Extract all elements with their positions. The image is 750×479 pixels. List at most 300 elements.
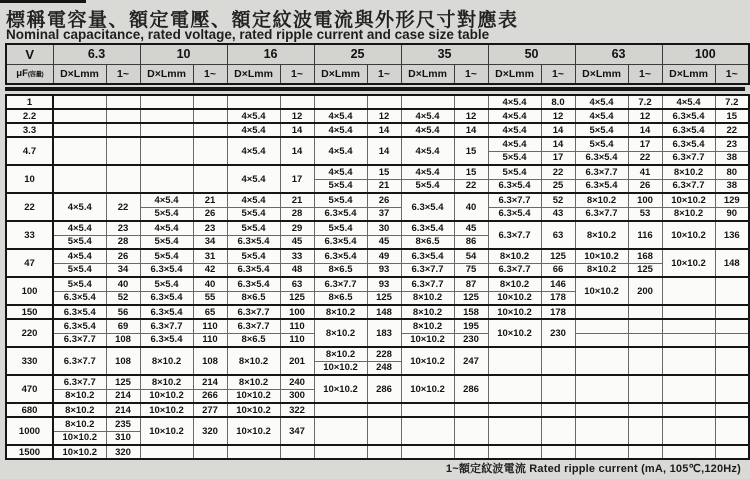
table-row — [6, 305, 749, 319]
ripple-current-cell: 52 — [106, 291, 140, 305]
capacitance-value: 100 — [6, 277, 53, 305]
ripple-current-cell: 247 — [454, 347, 488, 375]
ripple-current-cell — [715, 319, 749, 333]
ripple-current-cell: 125 — [454, 291, 488, 305]
ripple-current-cell — [541, 347, 575, 375]
ripple-current-cell: 52 — [541, 193, 575, 207]
case-size-cell — [488, 445, 541, 459]
ripple-current-cell: 14 — [454, 123, 488, 137]
case-size-cell — [662, 319, 715, 333]
ripple-current-cell: 22 — [541, 165, 575, 179]
ripple-current-cell: 230 — [541, 319, 575, 347]
case-size-cell: 4×5.4 — [575, 109, 628, 123]
ripple-current-cell: 100 — [628, 193, 662, 207]
ripple-current-cell: 23 — [715, 137, 749, 151]
table-row — [6, 165, 749, 179]
case-size-cell: 6.3×5.4 — [401, 193, 454, 221]
ripple-current-cell: 14 — [367, 123, 401, 137]
ripple-current-cell: 15 — [454, 137, 488, 165]
table-row — [6, 263, 749, 277]
table-row — [6, 193, 749, 207]
case-size-cell — [401, 403, 454, 417]
case-size-cell: 4×5.4 — [227, 123, 280, 137]
case-size-cell: 8×10.2 — [53, 403, 106, 417]
ripple-current-cell: 15 — [715, 109, 749, 123]
case-size-cell — [140, 109, 193, 123]
ripple-column-header: 1~ — [193, 64, 227, 84]
case-size-cell: 6.3×5.4 — [53, 305, 106, 319]
case-size-cell: 8×10.2 — [575, 263, 628, 277]
case-size-cell: 5×5.4 — [314, 193, 367, 207]
case-size-cell: 10×10.2 — [401, 375, 454, 403]
case-size-cell — [314, 95, 367, 109]
case-size-cell: 6.3×5.4 — [140, 305, 193, 319]
ripple-current-cell — [715, 445, 749, 459]
case-size-cell: 4×5.4 — [227, 193, 280, 207]
voltage-unit-label: V — [6, 44, 53, 64]
ripple-current-cell: 17 — [628, 137, 662, 151]
case-size-cell: 6.3×5.4 — [488, 207, 541, 221]
ripple-current-cell: 37 — [367, 207, 401, 221]
case-size-cell — [575, 347, 628, 375]
capacitance-value: 33 — [6, 221, 53, 249]
ripple-column-header: 1~ — [454, 64, 488, 84]
ripple-current-cell: 214 — [106, 403, 140, 417]
ripple-current-cell: 116 — [628, 221, 662, 249]
ripple-current-cell — [193, 165, 227, 193]
case-size-cell: 8×10.2 — [401, 291, 454, 305]
case-size-cell: 5×5.4 — [314, 221, 367, 235]
ripple-current-cell — [454, 445, 488, 459]
case-size-cell: 6.3×5.4 — [314, 207, 367, 221]
case-size-cell: 5×5.4 — [140, 235, 193, 249]
case-size-cell — [575, 417, 628, 445]
table-row — [6, 417, 749, 431]
voltage-header: 6.3 — [53, 44, 140, 64]
page-title-en: Nominal capacitance, rated voltage, rated ripple current and case size table — [6, 27, 490, 42]
ripple-current-cell: 26 — [106, 249, 140, 263]
voltage-header: 50 — [488, 44, 575, 64]
case-size-cell: 6.3×7.7 — [53, 347, 106, 375]
capacitance-value: 4.7 — [6, 137, 53, 165]
ripple-current-cell — [280, 95, 314, 109]
case-size-cell — [314, 403, 367, 417]
case-size-cell — [488, 403, 541, 417]
ripple-current-cell: 93 — [367, 277, 401, 291]
ripple-current-cell: 17 — [280, 165, 314, 193]
ripple-current-cell: 320 — [193, 417, 227, 445]
ripple-current-cell: 65 — [193, 305, 227, 319]
ripple-current-cell: 125 — [367, 291, 401, 305]
ripple-current-cell: 42 — [193, 263, 227, 277]
ripple-current-cell: 22 — [628, 151, 662, 165]
ripple-current-cell — [106, 123, 140, 137]
ripple-current-cell — [715, 417, 749, 445]
case-size-cell: 4×5.4 — [53, 193, 106, 221]
ripple-current-cell — [106, 109, 140, 123]
ripple-current-cell: 21 — [193, 193, 227, 207]
ripple-current-cell: 146 — [541, 277, 575, 291]
ripple-current-cell: 136 — [715, 221, 749, 249]
case-size-cell — [53, 165, 106, 193]
ripple-current-cell — [628, 305, 662, 319]
case-size-cell: 6.3×5.4 — [140, 333, 193, 347]
case-size-cell: 4×5.4 — [488, 95, 541, 109]
case-size-cell: 10×10.2 — [662, 193, 715, 207]
ripple-current-cell — [628, 347, 662, 375]
table-row — [6, 277, 749, 291]
ripple-current-footnote: 1~額定紋波電流 Rated ripple current (mA, 105℃,120Hz) — [445, 463, 741, 475]
case-size-cell: 8×6.5 — [401, 235, 454, 249]
capacitor-spec-table — [5, 94, 750, 460]
header-row-columns — [6, 64, 749, 84]
case-size-cell: 8×6.5 — [314, 291, 367, 305]
case-size-cell: 8×10.2 — [314, 319, 367, 347]
ripple-current-cell: 53 — [628, 207, 662, 221]
spec-table-body — [6, 95, 749, 459]
ripple-current-cell — [628, 319, 662, 333]
ripple-current-cell: 93 — [367, 263, 401, 277]
ripple-current-cell: 14 — [628, 123, 662, 137]
case-size-cell: 5×5.4 — [227, 207, 280, 221]
dim-column-header: D×Lmm — [53, 64, 106, 84]
case-size-cell: 4×5.4 — [314, 123, 367, 137]
ripple-current-cell — [715, 347, 749, 375]
case-size-cell: 6.3×7.7 — [227, 319, 280, 333]
ripple-current-cell: 12 — [628, 109, 662, 123]
ripple-current-cell — [454, 417, 488, 445]
case-size-cell — [227, 95, 280, 109]
ripple-current-cell: 45 — [367, 235, 401, 249]
ripple-current-cell: 34 — [193, 235, 227, 249]
ripple-current-cell: 30 — [367, 221, 401, 235]
case-size-cell: 8×10.2 — [401, 319, 454, 333]
case-size-cell — [575, 375, 628, 403]
case-size-cell: 6.3×7.7 — [575, 207, 628, 221]
ripple-current-cell: 45 — [454, 221, 488, 235]
dim-column-header: D×Lmm — [314, 64, 367, 84]
ripple-current-cell: 14 — [280, 123, 314, 137]
case-size-cell: 10×10.2 — [575, 277, 628, 305]
ripple-current-cell: 41 — [628, 165, 662, 179]
case-size-cell: 10×10.2 — [140, 403, 193, 417]
voltage-header: 35 — [401, 44, 488, 64]
ripple-current-cell: 87 — [454, 277, 488, 291]
ripple-current-cell: 14 — [367, 137, 401, 165]
case-size-cell — [140, 95, 193, 109]
uf-subtext: (容量) — [27, 71, 44, 79]
case-size-cell: 4×5.4 — [227, 137, 280, 165]
ripple-current-cell: 108 — [106, 347, 140, 375]
ripple-current-cell: 100 — [280, 305, 314, 319]
case-size-cell — [662, 277, 715, 305]
case-size-cell: 4×5.4 — [662, 95, 715, 109]
case-size-cell: 5×5.4 — [227, 221, 280, 235]
ripple-current-cell: 56 — [106, 305, 140, 319]
ripple-current-cell: 7.2 — [715, 95, 749, 109]
dim-column-header: D×Lmm — [401, 64, 454, 84]
ripple-current-cell — [715, 305, 749, 319]
case-size-cell: 8×10.2 — [53, 389, 106, 403]
case-size-cell: 10×10.2 — [662, 249, 715, 277]
ripple-current-cell — [628, 403, 662, 417]
case-size-cell — [140, 137, 193, 165]
capacitance-value: 150 — [6, 305, 53, 319]
ripple-current-cell: 55 — [193, 291, 227, 305]
ripple-current-cell: 45 — [280, 235, 314, 249]
ripple-current-cell: 21 — [367, 179, 401, 193]
case-size-cell — [662, 375, 715, 403]
case-size-cell: 6.3×7.7 — [140, 319, 193, 333]
case-size-cell — [140, 165, 193, 193]
ripple-current-cell: 49 — [367, 249, 401, 263]
ripple-current-cell: 125 — [541, 249, 575, 263]
ripple-current-cell: 22 — [454, 179, 488, 193]
ripple-current-cell: 110 — [193, 333, 227, 347]
case-size-cell: 6.3×7.7 — [401, 277, 454, 291]
case-size-cell: 8×6.5 — [227, 291, 280, 305]
case-size-cell: 4×5.4 — [314, 137, 367, 165]
ripple-current-cell: 168 — [628, 249, 662, 263]
ripple-current-cell: 17 — [541, 151, 575, 165]
capacitance-value: 22 — [6, 193, 53, 221]
ripple-current-cell: 200 — [628, 277, 662, 305]
ripple-current-cell: 300 — [280, 389, 314, 403]
ripple-current-cell: 28 — [280, 207, 314, 221]
case-size-cell: 8×10.2 — [227, 375, 280, 389]
case-size-cell: 6.3×7.7 — [401, 263, 454, 277]
case-size-cell — [488, 347, 541, 375]
case-size-cell: 6.3×5.4 — [488, 179, 541, 193]
case-size-cell — [53, 123, 106, 137]
ripple-current-cell — [715, 403, 749, 417]
case-size-cell: 6.3×5.4 — [662, 123, 715, 137]
ripple-current-cell: 158 — [454, 305, 488, 319]
case-size-cell — [401, 95, 454, 109]
ripple-current-cell: 43 — [541, 207, 575, 221]
case-size-cell: 6.3×7.7 — [53, 333, 106, 347]
case-size-cell: 4×5.4 — [53, 221, 106, 235]
case-size-cell — [488, 375, 541, 403]
case-size-cell: 6.3×7.7 — [575, 165, 628, 179]
ripple-current-cell: 86 — [454, 235, 488, 249]
ripple-current-cell — [193, 109, 227, 123]
header-row-voltage — [6, 44, 749, 64]
case-size-cell — [53, 95, 106, 109]
ripple-current-cell: 69 — [106, 319, 140, 333]
case-size-cell: 4×5.4 — [575, 95, 628, 109]
case-size-cell — [662, 305, 715, 319]
case-size-cell: 5×5.4 — [488, 151, 541, 165]
table-row — [6, 375, 749, 389]
case-size-cell: 6.3×5.4 — [140, 291, 193, 305]
ripple-current-cell: 129 — [715, 193, 749, 207]
ripple-current-cell: 14 — [280, 137, 314, 165]
capacitance-value: 1500 — [6, 445, 53, 459]
case-size-cell: 10×10.2 — [227, 389, 280, 403]
capacitance-unit-label — [6, 64, 53, 84]
case-size-cell — [140, 445, 193, 459]
ripple-current-cell: 148 — [715, 249, 749, 277]
case-size-cell: 10×10.2 — [314, 375, 367, 403]
ripple-current-cell: 310 — [106, 431, 140, 445]
case-size-cell: 6.3×7.7 — [488, 221, 541, 249]
capacitance-value: 2.2 — [6, 109, 53, 123]
ripple-column-header: 1~ — [367, 64, 401, 84]
case-size-cell: 10×10.2 — [401, 333, 454, 347]
header-divider — [5, 87, 745, 91]
ripple-current-cell: 228 — [367, 347, 401, 361]
case-size-cell: 4×5.4 — [140, 221, 193, 235]
case-size-cell: 8×10.2 — [662, 207, 715, 221]
case-size-cell: 8×10.2 — [314, 347, 367, 361]
capacitance-value: 1000 — [6, 417, 53, 445]
case-size-cell — [53, 137, 106, 165]
capacitance-value: 3.3 — [6, 123, 53, 137]
case-size-cell: 10×10.2 — [140, 389, 193, 403]
ripple-current-cell: 347 — [280, 417, 314, 445]
case-size-cell: 10×10.2 — [227, 403, 280, 417]
ripple-column-header: 1~ — [541, 64, 575, 84]
ripple-current-cell: 63 — [280, 277, 314, 291]
ripple-current-cell: 33 — [280, 249, 314, 263]
case-size-cell: 8×6.5 — [314, 263, 367, 277]
ripple-current-cell — [715, 333, 749, 347]
ripple-current-cell: 40 — [106, 277, 140, 291]
ripple-current-cell: 108 — [106, 333, 140, 347]
case-size-cell: 10×10.2 — [140, 417, 193, 445]
ripple-current-cell: 21 — [280, 193, 314, 207]
ripple-current-cell: 26 — [367, 193, 401, 207]
case-size-cell — [662, 445, 715, 459]
uf-text: μF — [16, 68, 28, 80]
table-row — [6, 221, 749, 235]
case-size-cell — [575, 403, 628, 417]
ripple-current-cell — [280, 445, 314, 459]
ripple-current-cell: 23 — [193, 221, 227, 235]
case-size-cell — [314, 417, 367, 445]
case-size-cell: 4×5.4 — [401, 165, 454, 179]
case-size-cell: 10×10.2 — [53, 431, 106, 445]
case-size-cell — [575, 319, 628, 333]
ripple-current-cell: 230 — [454, 333, 488, 347]
case-size-cell: 4×5.4 — [401, 137, 454, 165]
ripple-current-cell: 286 — [454, 375, 488, 403]
table-row — [6, 249, 749, 263]
ripple-current-cell: 38 — [715, 151, 749, 165]
case-size-cell: 4×5.4 — [53, 249, 106, 263]
ripple-current-cell: 178 — [541, 305, 575, 319]
case-size-cell: 5×5.4 — [53, 235, 106, 249]
voltage-header: 63 — [575, 44, 662, 64]
ripple-current-cell — [367, 95, 401, 109]
table-row — [6, 347, 749, 361]
case-size-cell: 10×10.2 — [488, 319, 541, 347]
case-size-cell: 6.3×5.4 — [401, 221, 454, 235]
ripple-current-cell: 75 — [454, 263, 488, 277]
ripple-current-cell: 15 — [454, 165, 488, 179]
ripple-current-cell: 14 — [541, 137, 575, 151]
case-size-cell: 8×10.2 — [53, 417, 106, 431]
case-size-cell: 8×10.2 — [575, 193, 628, 207]
ripple-current-cell: 214 — [106, 389, 140, 403]
case-size-cell: 4×5.4 — [401, 109, 454, 123]
ripple-current-cell — [193, 95, 227, 109]
table-row — [6, 123, 749, 137]
dim-column-header: D×Lmm — [140, 64, 193, 84]
case-size-cell — [662, 417, 715, 445]
ripple-current-cell — [715, 277, 749, 305]
capacitance-value: 10 — [6, 165, 53, 193]
case-size-cell: 5×5.4 — [53, 277, 106, 291]
case-size-cell: 4×5.4 — [488, 109, 541, 123]
ripple-current-cell: 15 — [367, 165, 401, 179]
ripple-current-cell: 110 — [280, 333, 314, 347]
case-size-cell: 10×10.2 — [488, 291, 541, 305]
ripple-current-cell: 110 — [193, 319, 227, 333]
ripple-current-cell: 31 — [193, 249, 227, 263]
case-size-cell: 8×6.5 — [227, 333, 280, 347]
ripple-current-cell — [628, 375, 662, 403]
case-size-cell — [575, 333, 628, 347]
case-size-cell: 6.3×7.7 — [227, 305, 280, 319]
ripple-current-cell: 125 — [106, 375, 140, 389]
ripple-current-cell: 110 — [280, 319, 314, 333]
dim-column-header: D×Lmm — [227, 64, 280, 84]
voltage-header: 25 — [314, 44, 401, 64]
ripple-current-cell: 12 — [541, 109, 575, 123]
case-size-cell — [401, 417, 454, 445]
ripple-current-cell: 214 — [193, 375, 227, 389]
ripple-current-cell — [106, 165, 140, 193]
table-row — [6, 95, 749, 109]
case-size-cell — [662, 347, 715, 375]
case-size-cell: 6.3×7.7 — [662, 151, 715, 165]
case-size-cell — [314, 445, 367, 459]
case-size-cell: 5×5.4 — [575, 123, 628, 137]
ripple-current-cell: 286 — [367, 375, 401, 403]
case-size-cell: 5×5.4 — [575, 137, 628, 151]
ripple-current-cell: 248 — [367, 361, 401, 375]
ripple-current-cell: 240 — [280, 375, 314, 389]
case-size-cell: 6.3×5.4 — [662, 137, 715, 151]
ripple-current-cell — [715, 375, 749, 403]
ripple-current-cell: 108 — [193, 347, 227, 375]
ripple-current-cell: 40 — [193, 277, 227, 291]
case-size-cell: 6.3×5.4 — [227, 235, 280, 249]
case-size-cell: 6.3×7.7 — [662, 179, 715, 193]
page-title-zh: 標稱電容量、額定電壓、額定紋波電流與外形尺寸對應表 — [6, 10, 519, 31]
case-size-cell: 5×5.4 — [140, 249, 193, 263]
ripple-current-cell: 40 — [454, 193, 488, 221]
ripple-current-cell: 14 — [541, 123, 575, 137]
ripple-current-cell: 26 — [628, 179, 662, 193]
ripple-current-cell: 183 — [367, 319, 401, 347]
case-size-cell: 10×10.2 — [53, 445, 106, 459]
ripple-current-cell: 22 — [715, 123, 749, 137]
case-size-cell: 6.3×7.7 — [488, 263, 541, 277]
capacitance-value: 47 — [6, 249, 53, 277]
ripple-current-cell: 90 — [715, 207, 749, 221]
ripple-current-cell: 80 — [715, 165, 749, 179]
ripple-current-cell: 34 — [106, 263, 140, 277]
case-size-cell: 8×10.2 — [314, 305, 367, 319]
ripple-column-header: 1~ — [715, 64, 749, 84]
capacitance-value: 680 — [6, 403, 53, 417]
case-size-cell: 10×10.2 — [488, 305, 541, 319]
ripple-current-cell — [193, 137, 227, 165]
ripple-current-cell: 125 — [628, 263, 662, 277]
